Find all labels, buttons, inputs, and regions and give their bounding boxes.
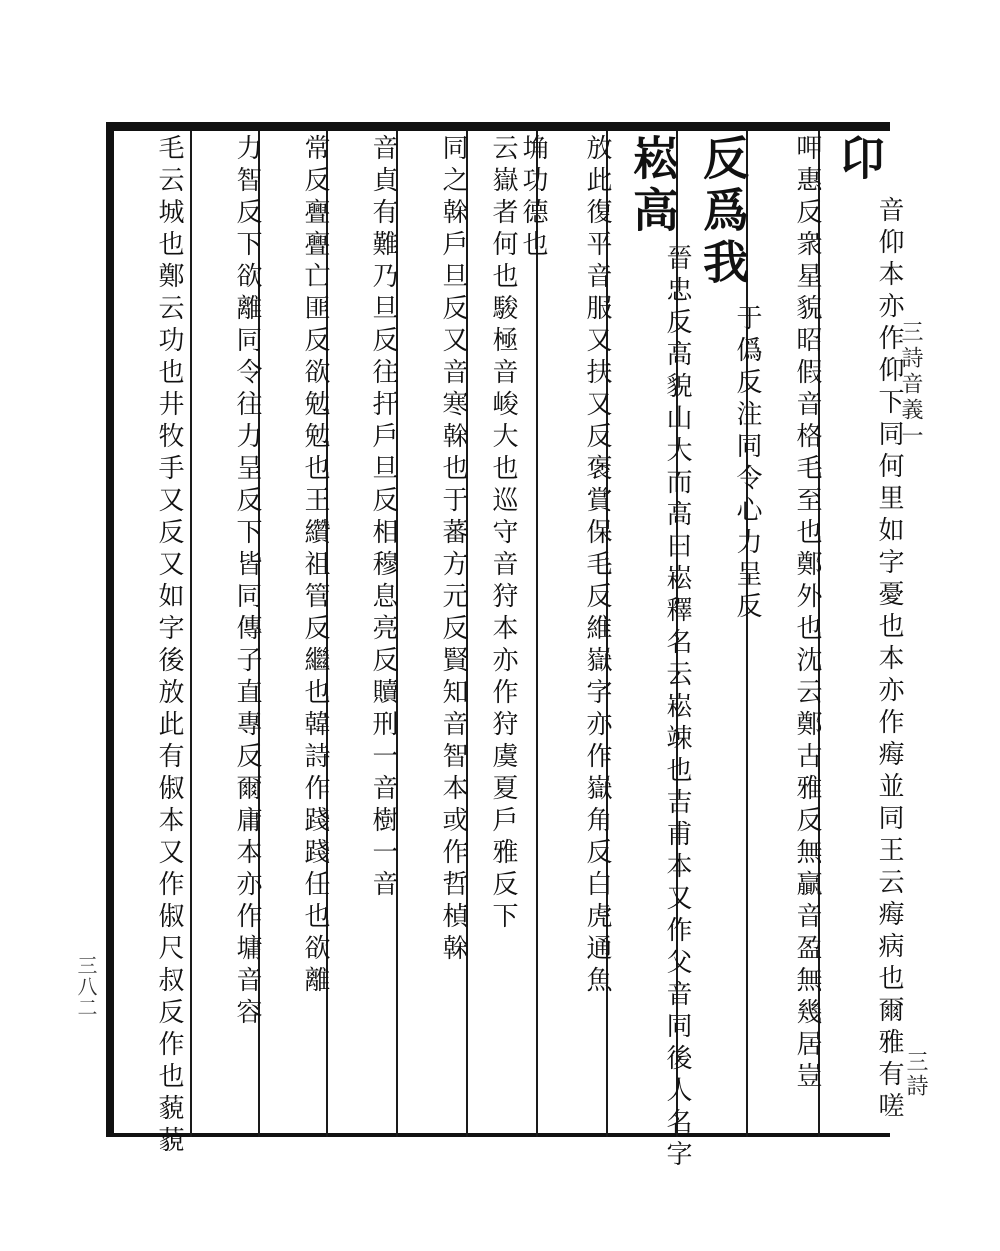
annotation: 呷惠反衆星貌昭假音格毛至也鄭外也沈云鄭古雅反無贏音盈無幾居豈 [792, 134, 822, 1094]
annotation: 云嶽者何也駿極音峻大也巡守音狩本亦作狩虞夏戶雅反下 [488, 134, 518, 934]
headword: 卬 [832, 134, 886, 186]
text-column [330, 134, 410, 1134]
annotation: 同之榦戶旦反又音寒榦也于蕃方元反賢知音智本或作哲楨榦 [438, 134, 468, 966]
page-number: 三八二 [74, 955, 98, 1018]
text-column [750, 134, 830, 1134]
margin-tag: 三詩 [903, 1050, 928, 1098]
annotation: 音仰本亦作仰下同何里如字憂也本亦作痗並同王云痗病也爾雅有嗟 [874, 196, 904, 1124]
margin-title: 三詩音義一 [898, 320, 923, 450]
text-column [116, 134, 196, 1158]
annotation: 放此復平音服又扶又反褒賞保毛反維嶽字亦作嶽角反白虎通魚 [582, 134, 612, 998]
text-column [400, 134, 480, 1134]
annotation: 常反亹亹亡匪反欲勉勉也王纘祖管反繼也韓詩作踐踐任也欲離 [300, 134, 330, 998]
text-column [610, 134, 692, 1172]
text-column [680, 134, 760, 1134]
headword: 崧高 [626, 134, 680, 238]
annotation: 于僞反注同令心力呈反 [732, 304, 762, 624]
annotation: 毛云城也鄭云功也井牧手又反又如字後放此有俶本又作俶尺叔反作也藐藐 [154, 134, 184, 1158]
annotation: 晉忠反高貌山大而高曰崧釋名云崧竦也吉甫本又作父音同後人名字 [662, 244, 692, 1172]
annotation: 音貞有難乃旦反往扞戶旦反相穆息亮反贖刑一音樹一音 [368, 134, 398, 902]
headword: 反爲我 [696, 134, 750, 290]
text-column [262, 134, 342, 1134]
text-column [540, 134, 620, 1134]
text-column [470, 134, 550, 1134]
text-column [822, 134, 902, 1134]
annotation: 力智反下欲離同令往力呈反下皆同傳子直專反爾庸本亦作墉音容 [232, 134, 262, 1030]
annotation: 埆功德也 [518, 134, 548, 262]
text-column [194, 134, 274, 1134]
